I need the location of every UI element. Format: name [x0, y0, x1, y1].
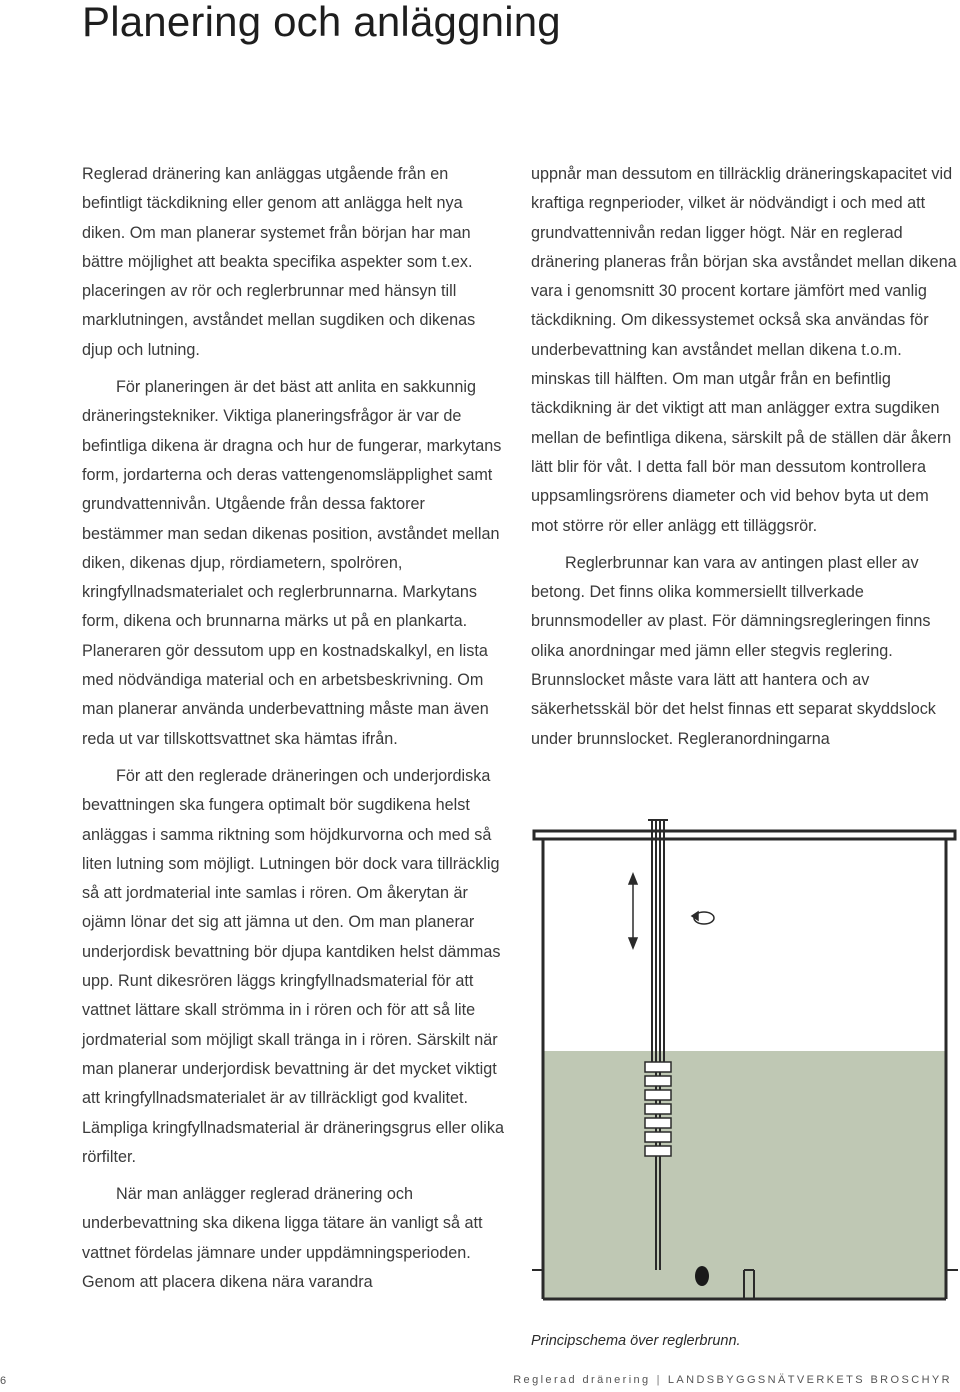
paragraph: När man anlägger reglerad dränering och underbevattning ska dikena ligga tätare än vanligt så att vattnet fördelas jämnare under uppdämningsperioden. Genom att placera dikena nära varandra — [82, 1185, 483, 1291]
footer-left: Reglerad dränering — [513, 1374, 651, 1386]
regulator-well-diagram — [532, 800, 958, 1320]
page-number: 6 — [0, 1375, 7, 1387]
rotation-icon — [692, 912, 714, 924]
paragraph: För planeringen är det bäst att anlita en sakkunnig dräneringstekniker. Viktiga planeringsfrågor är var de befintliga dikena är dragna och hur de fungerar, markytans form, jordarterna och deras vattengenomsläpplighet samt grundvattennivån. Utgående från dessa faktorer bestämmer man sedan dikenas position, avståndet mellan diken, dikenas djup, rördiametern, spolrören, kringfyllnadsmaterialet och reglerbrunnarna. Markytans form, dikena och brunnarna märks ut på en plankarta. Planeraren gör dessutom upp en kostnadskalkyl, en lista med nödvändiga material och en arbetsbeskrivning. Om man planerar använda underbevattning måste man även reda ut var tillskottsvattnet ska hämtas ifrån. — [82, 378, 502, 748]
left-column — [82, 160, 506, 1297]
figure-caption: Principschema över reglerbrunn. — [531, 1333, 741, 1349]
footer-right: LANDSBYGGSNÄTVERKETS BROSCHYR — [667, 1374, 952, 1386]
well-lid — [534, 831, 955, 839]
double-arrow-icon — [629, 874, 637, 948]
right-column — [531, 160, 959, 754]
paragraph: uppnår man dessutom en tillräcklig dräneringskapacitet vid kraftiga regnperioder, vilket är nödvändigt i och med att grundvattennivån redan ligger högt. När en reglerad dränering planeras från början ska avståndet mellan dikena vara i genomsnitt 30 procent kortare jämfört med vanlig täckdikning. Om dikessystemet också ska användas för underbevattning kan avståndet mellan dikena t.o.m. minskas till hälften. Om man utgår från en befintlig täckdikning är det viktigt att man anlägger extra sugdiken mellan de befintliga dikena, särskilt på de ställen där åkern lätt blir för våt. I detta fall bör man dessutom kontrollera uppsamlingsrörens diameter och vid behov byta ut dem mot större rör eller anlägg ett tilläggsrör. — [531, 165, 957, 535]
page-title: Planering och anläggning — [82, 0, 561, 45]
paragraph: Reglerad dränering kan anläggas utgående från en befintligt täckdikning eller genom att anlägga helt nya diken. Om man planerar systemet från början har man bättre möjlighet att beakta specifika aspekter som t.ex. placeringen av rör och reglerbrunnar med hänsyn till marklutningen, avståndet mellan sugdiken och dikenas djup och lutning. — [82, 165, 476, 359]
water-level-fill — [543, 1051, 946, 1299]
running-footer — [513, 1374, 952, 1386]
regulator-lamellae — [645, 1062, 671, 1156]
bottom-valve — [695, 1266, 709, 1286]
footer-separator: | — [656, 1374, 662, 1386]
paragraph: För att den reglerade dräneringen och underjordiska bevattningen ska fungera optimalt bör sugdikena helst anläggas i samma riktning som höjdkurvorna och med så liten lutning som möjligt. Lutningen bör dock vara tillräcklig så att jordmaterial inte samlas i rören. Om åkerytan är ojämn lönar det sig att jämna ut den. Om man planerar underjordisk bevattning bör djupa kantdiken helst dämmas upp. Runt dikesrören läggs kringfyllnadsmaterial för att vattnet lättare skall strömma in i rören och för att så lite jordmaterial som möjligt skall tränga in i rören. Särskilt när man planerar underjordisk bevattning är det mycket viktigt att kringfyllnadsmaterialet är av tillräckligt god kvalitet. Lämpliga kringfyllnadsmaterial är dräneringsgrus eller olika rörfilter. — [82, 766, 504, 1166]
paragraph: Reglerbrunnar kan vara av antingen plast eller av betong. Det finns olika kommersiellt tillverkade brunnsmodeller av plast. För dämningsregleringen finns olika anordningar med jämn eller stegvis reglering. Brunnslocket måste vara lätt att hantera och av säkerhetsskäl bör det helst finnas ett separat skyddslock under brunnslocket. Regleranordningarna — [531, 553, 936, 748]
